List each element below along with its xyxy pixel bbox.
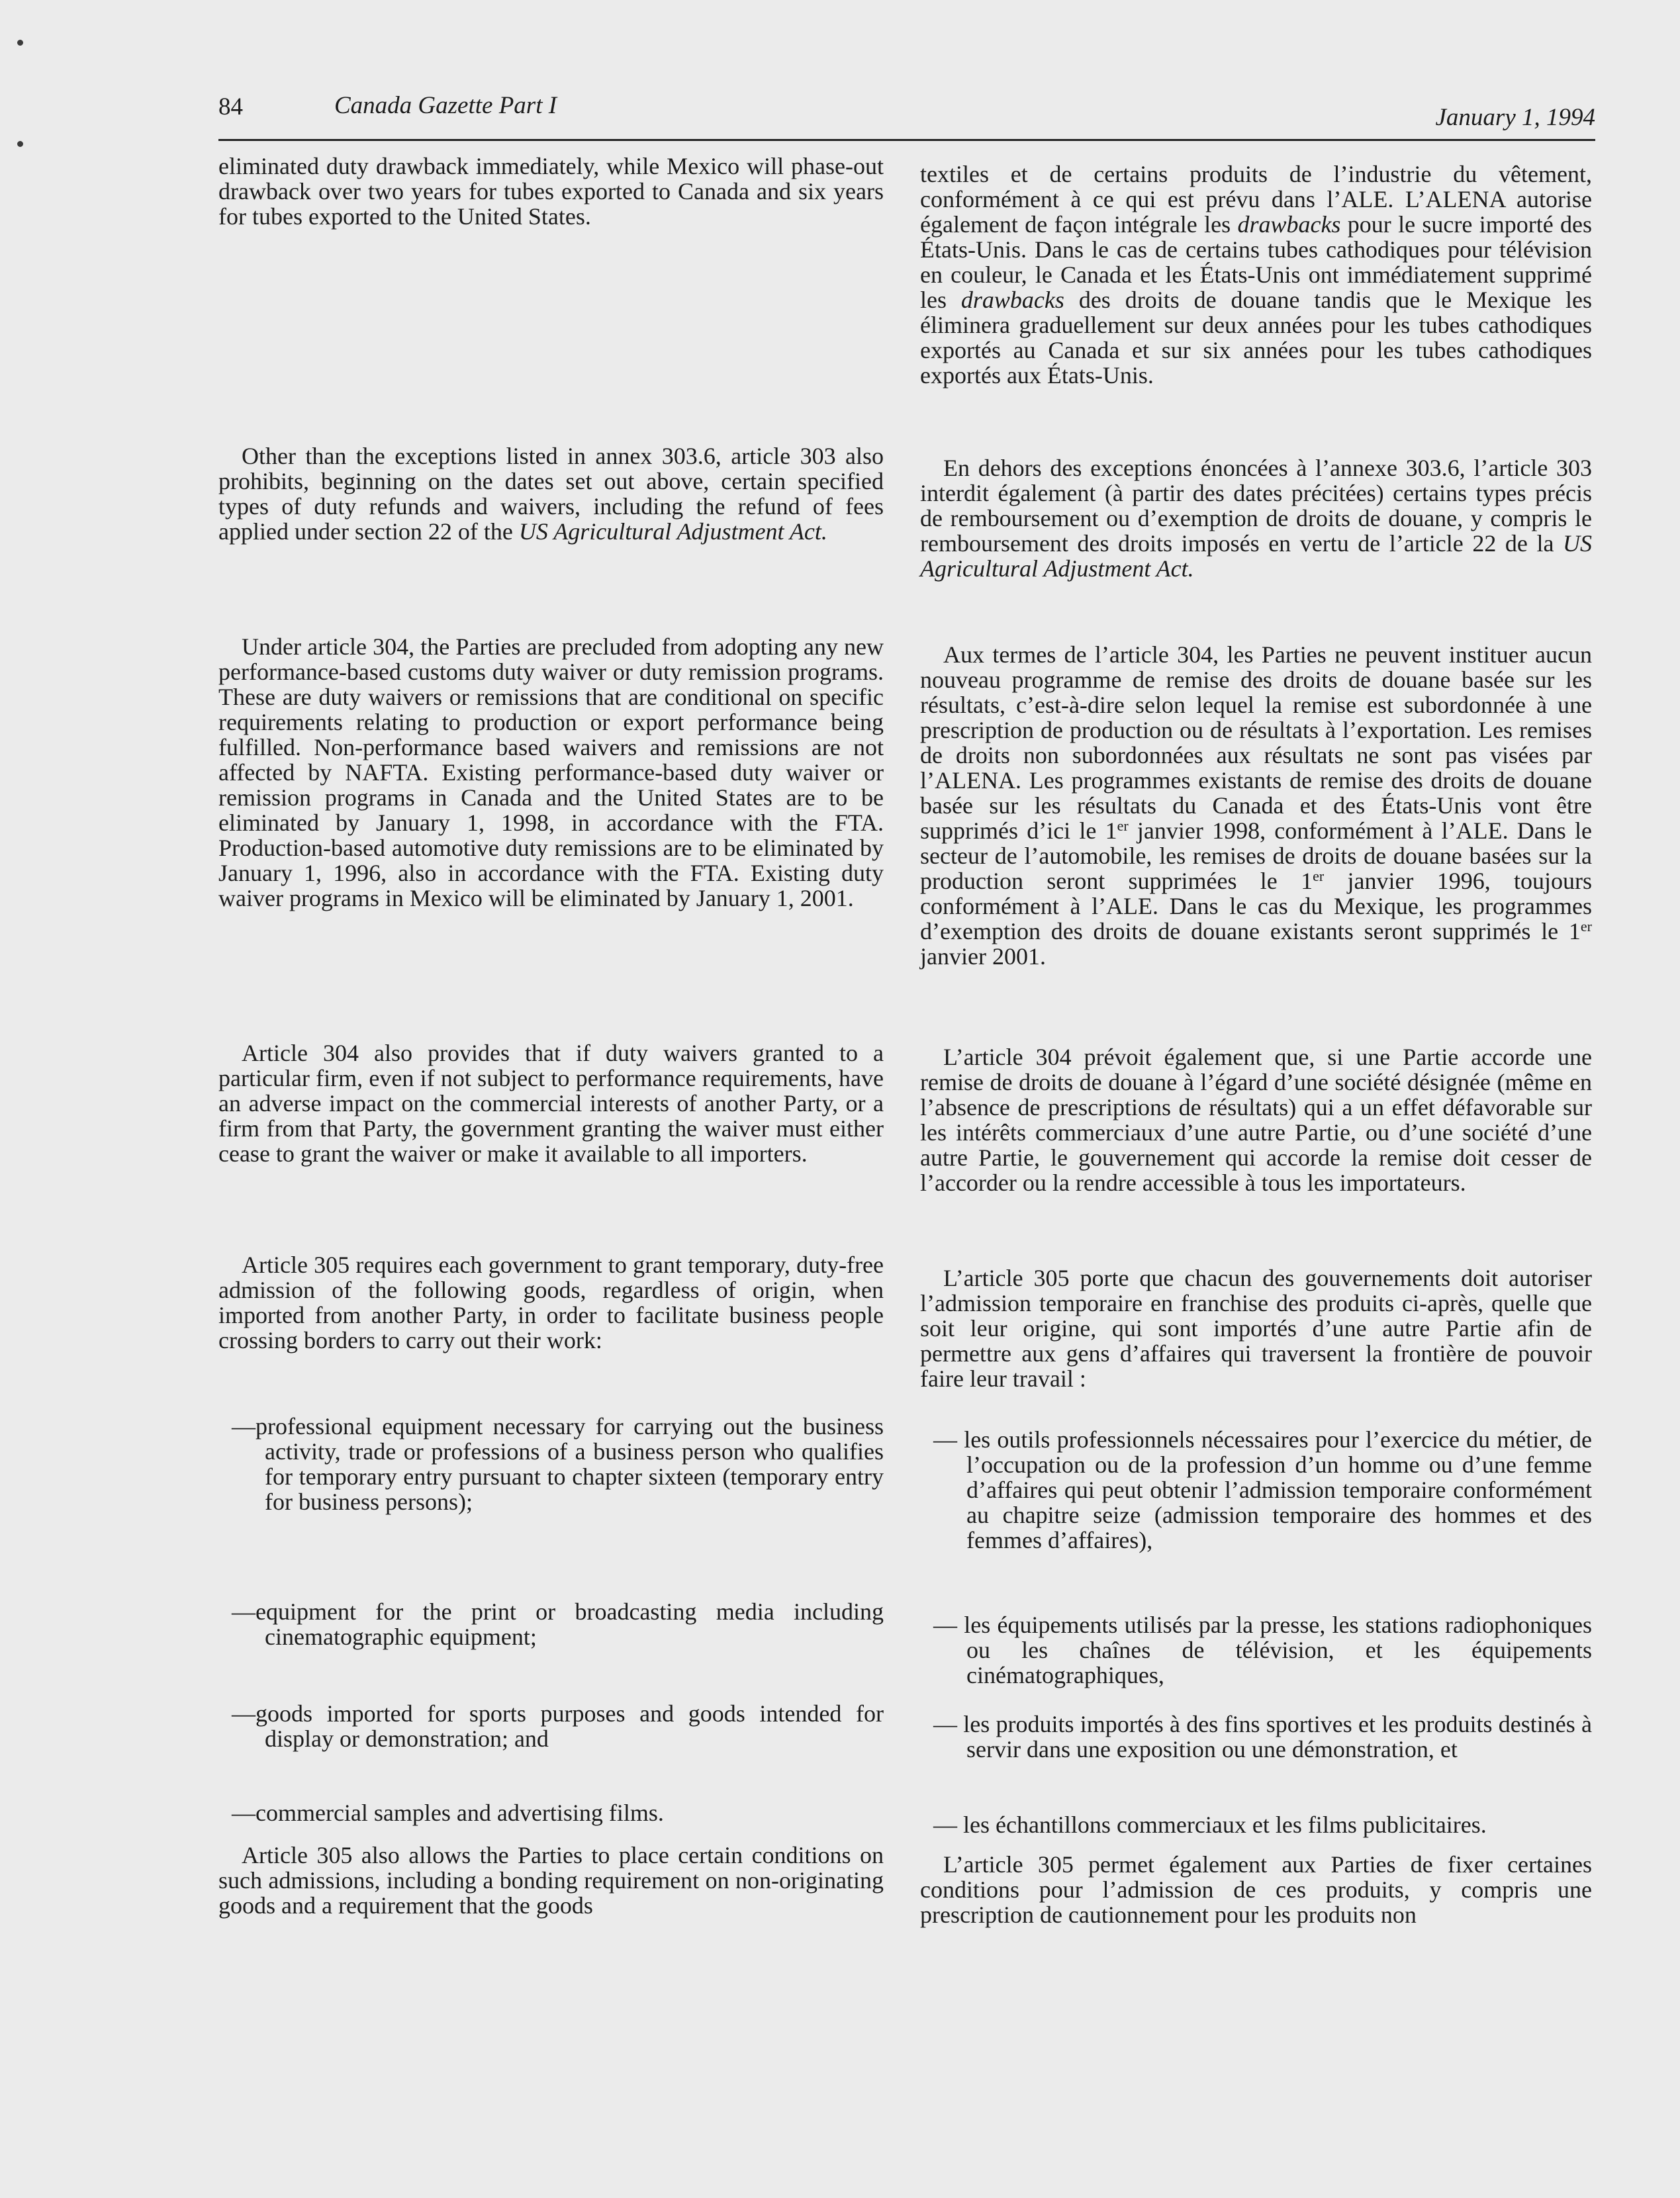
fr-text: des droits de douane tandis que le Mexique les éliminera graduellement sur deux années pour les tubes cathodiques exportés au Canada et sur six années pour les tubes cathodiques exportés aux États-Unis. (920, 287, 1592, 389)
en-list-item: —professional equipment necessary for carrying out the business activity, trade or professions of a business person who qualifies for temporary entry pursuant to chapter sixteen (temporary entry for business persons); (232, 1413, 884, 1515)
en-paragraph-article-303 (218, 443, 884, 544)
fr-list-item: — les équipements utilisés par la presse, les stations radiophoniques ou les chaînes de télévision, et les équipements cinématographiques, (933, 1612, 1592, 1688)
fr-text: Aux termes de l’article 304, les Parties ne peuvent instituer aucun nouveau programme de remise des droits de douane basée sur les résultats, c’est-à-dire selon lequel la remise est subordonnée à une prescription de production ou de résultats à l’exportation. Les remises de droits non subordonnées aux résultats ne sont pas visées par l’ALENA. Les programmes existants de remise des droits de douane basée sur les résultats du Canada et des États-Unis vont être supprimés d’ici le 1 (920, 641, 1592, 844)
ordinal-suffix: er (1580, 918, 1592, 935)
fr-list-item: — les produits importés à des fins sportives et les produits destinés à servir dans une exposition ou une démonstration, et (933, 1711, 1592, 1763)
scan-speck (17, 141, 23, 147)
fr-paragraph-article-303 (920, 455, 1592, 581)
issue-date: January 1, 1994 (1435, 104, 1595, 131)
en-paragraph-article-304-waivers: Article 304 also provides that if duty waivers granted to a particular firm, even if not subject to performance requirements, have an adverse impact on the commercial interests of another Party, or a firm from that Party, the government granting the waiver must either cease to grant the waiver or make it available to all importers. (218, 1040, 884, 1167)
en-paragraph-article-305: Article 305 requires each government to grant temporary, duty-free admission of the following goods, regardless of origin, when imported from another Party, in order to facilitate business people crossing borders to carry out their work: (218, 1252, 884, 1353)
fr-text: janvier 2001. (920, 943, 1046, 970)
fr-paragraph-article-304-waivers: L’article 304 prévoit également que, si une Partie accorde une remise de droits de douane à l’égard d’une société désignée (même en l’absence de prescriptions de résultats) qui a un effet défavorable sur les intérêts commerciaux d’une autre Partie, ou d’une société d’une autre Partie, le gouvernement qui accorde la remise doit cesser de l’accorder ou la rendre accessible à tous les importateurs. (920, 1044, 1592, 1196)
fr-list-item: — les outils professionnels nécessaires pour l’exercice du métier, de l’occupation ou de la profession d’un homme ou d’une femme d’affaires qui peut obtenir l’admission temporaire conformément au chapitre seize (admission temporaire des hommes et des femmes d’affaires), (933, 1426, 1592, 1553)
fr-paragraph-drawback (920, 161, 1592, 388)
en-paragraph-article-305-conditions: Article 305 also allows the Parties to place certain conditions on such admissions, including a bonding requirement on non-originating goods and a requirement that the goods (218, 1842, 884, 1919)
en-paragraph-drawback: eliminated duty drawback immediately, while Mexico will phase-out drawback over two years for tubes exported to Canada and six years for tubes exported to the United States. (218, 153, 884, 230)
fr-paragraph-article-305: L’article 305 porte que chacun des gouvernements doit autoriser l’admission temporaire en franchise des produits ci-après, quelle que soit leur origine, qui sont importés d’une autre Partie afin de permettre aux gens d’affaires qui traversent la frontière de pouvoir faire leur travail : (920, 1265, 1592, 1392)
en-list-item: —equipment for the print or broadcasting media including cinematographic equipment; (232, 1598, 884, 1650)
page-number: 84 (218, 93, 243, 120)
fr-text: janvier 1996, toujours conformément à l’ALE. Dans le cas du Mexique, les programmes d’exemption des droits de douane existants seront supprimés le 1 (920, 868, 1593, 944)
fr-paragraph-article-304 (920, 642, 1592, 969)
en-paragraph-article-304: Under article 304, the Parties are precluded from adopting any new performance-based customs duty waiver or duty remission programs. These are duty waivers or remissions that are conditional on specific requirements relating to production or export performance being fulfilled. Non-performance based waivers and remissions are not affected by NAFTA. Existing performance-based duty waiver or remission programs in Canada and the United States are to be eliminated by January 1, 1998, in accordance with the FTA. Production-based automotive duty remissions are to be eliminated by January 1, 1996, also in accordance with the FTA. Existing duty waiver programs in Mexico will be eliminated by January 1, 2001. (218, 633, 884, 911)
fr-paragraph-article-305-conditions: L’article 305 permet également aux Parties de fixer certaines conditions pour l’admission de ces produits, y compris une prescription de cautionnement pour les produits non (920, 1851, 1592, 1928)
page-header (218, 86, 1595, 141)
publication-title: Canada Gazette Part I (334, 92, 557, 119)
scan-speck (17, 40, 23, 46)
fr-term-drawbacks: drawbacks (960, 287, 1064, 313)
ordinal-suffix: er (1117, 817, 1129, 834)
en-list-item: —goods imported for sports purposes and goods intended for display or demonstration; and (232, 1700, 884, 1752)
fr-text: pour le sucre importé des États-Unis. Dans le cas de certains tubes cathodiques pour télévision en couleur, le Canada et les États-Unis ont immédiatement supprimé les (920, 211, 1592, 313)
fr-text: janvier 1998, conformément à l’ALE. Dans le secteur de l’automobile, les remises de droits de douane basées sur la production seront supprimées le 1 (920, 817, 1592, 894)
fr-paragraph-article-303-text: En dehors des exceptions énoncées à l’annexe 303.6, l’article 303 interdit également (à partir des dates précitées) certains types précis de remboursement ou d’exemption de droits de douane, y compris le remboursement des droits imposés en vertu de l’article 22 de la (920, 455, 1592, 557)
fr-list-item: — les échantillons commerciaux et les films publicitaires. (933, 1811, 1487, 1838)
en-act-title: US Agricultural Adjustment Act. (518, 518, 827, 545)
fr-act-title: US Agricultural Adjustment Act. (920, 530, 1592, 582)
ordinal-suffix: er (1313, 868, 1325, 884)
fr-text: textiles et de certains produits de l’industrie du vêtement, conformément à ce qui est prévu dans l’ALE. L’ALENA autorise également de façon intégrale les (920, 161, 1592, 238)
en-list-item: —commercial samples and advertising films. (232, 1800, 664, 1826)
en-paragraph-article-303-text: Other than the exceptions listed in annex 303.6, article 303 also prohibits, beginning on the dates set out above, certain specified types of duty refunds and waivers, including the refund of fees applied under section 22 of the (218, 443, 884, 545)
fr-term-drawbacks: drawbacks (1237, 211, 1341, 238)
